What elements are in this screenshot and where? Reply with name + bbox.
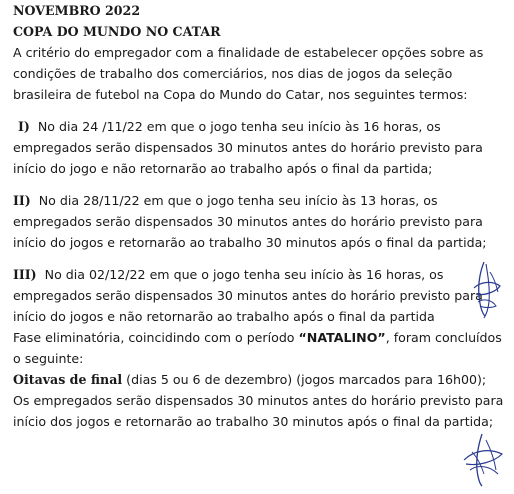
intro-line: condições de trabalho dos comerciários, nos dias de jogos da seleção xyxy=(13,66,453,81)
oitavas-details: (dias 5 ou 6 de dezembro) (jogos marcados para 16h00); xyxy=(122,372,487,387)
closing-line: Os empregados serão dispensados 30 minutos antes do horário previsto para xyxy=(13,393,504,408)
eliminatoria-line: o seguinte: xyxy=(13,351,84,366)
document-body xyxy=(13,0,504,432)
signature-initials-bottom xyxy=(460,430,506,488)
clause-i-label: I) xyxy=(18,119,30,134)
oitavas-line xyxy=(13,369,487,390)
eliminatoria-text: Fase eliminatória, coincidindo com o período xyxy=(13,330,299,345)
clause-i-line: empregados serão dispensados 30 minutos antes do horário previsto para xyxy=(13,140,483,155)
signature-initials-top xyxy=(470,258,504,320)
document-subject-heading: COPA DO MUNDO NO CATAR xyxy=(13,24,221,39)
paragraph-spacer xyxy=(13,253,453,264)
clause-iii-line: início do jogos e não retornarão ao trabalho após o final da partida xyxy=(13,309,435,324)
clause-ii xyxy=(13,190,487,253)
clause-ii-text: No dia 28/11/22 em que o jogo tenha seu início às 13 horas, os xyxy=(38,193,438,208)
eliminatoria-intro-line xyxy=(13,327,502,348)
closing-line: início dos jogos e retornarão ao trabalho 30 minutos após o final da partida; xyxy=(13,414,494,429)
eliminatoria-text: , foram concluídos xyxy=(385,330,502,345)
eliminatoria-section xyxy=(13,327,504,432)
paragraph-spacer xyxy=(13,105,453,116)
clause-i-line: início do jogo e não retornarão ao trabalho após o final da partida; xyxy=(13,161,433,176)
clause-iii-label: III) xyxy=(13,267,37,282)
document-month-heading: NOVEMBRO 2022 xyxy=(13,3,141,18)
intro-paragraph xyxy=(13,42,484,105)
clause-i-text: No dia 24 /11/22 em que o jogo tenha seu início às 16 horas, os xyxy=(37,119,441,134)
clause-iii-line: empregados serão dispensados 30 minutos antes do horário previsto para xyxy=(13,288,483,303)
clause-ii-line: empregados serão dispensados 30 minutos antes do horário previsto para xyxy=(13,214,483,229)
clause-iii-text: No dia 02/12/22 em que o jogo tenha seu início às 16 horas, os xyxy=(44,267,444,282)
intro-line: A critério do empregador com a finalidade de estabelecer opções sobre as xyxy=(13,45,484,60)
clause-ii-label: II) xyxy=(13,193,31,208)
intro-line: brasileira de futebol na Copa do Mundo do Catar, nos seguintes termos: xyxy=(13,87,468,102)
clause-iii xyxy=(13,264,483,327)
paragraph-spacer xyxy=(13,179,453,190)
natalino-term: “NATALINO” xyxy=(298,330,386,345)
clause-i xyxy=(13,116,483,179)
oitavas-label: Oitavas de final xyxy=(13,372,123,387)
clause-iii-first-line xyxy=(13,264,453,285)
clause-ii-first-line xyxy=(13,190,453,211)
clause-ii-line: início do jogos e retornarão ao trabalho 30 minutos após o final da partida; xyxy=(13,235,487,250)
clause-i-first-line xyxy=(13,116,453,137)
